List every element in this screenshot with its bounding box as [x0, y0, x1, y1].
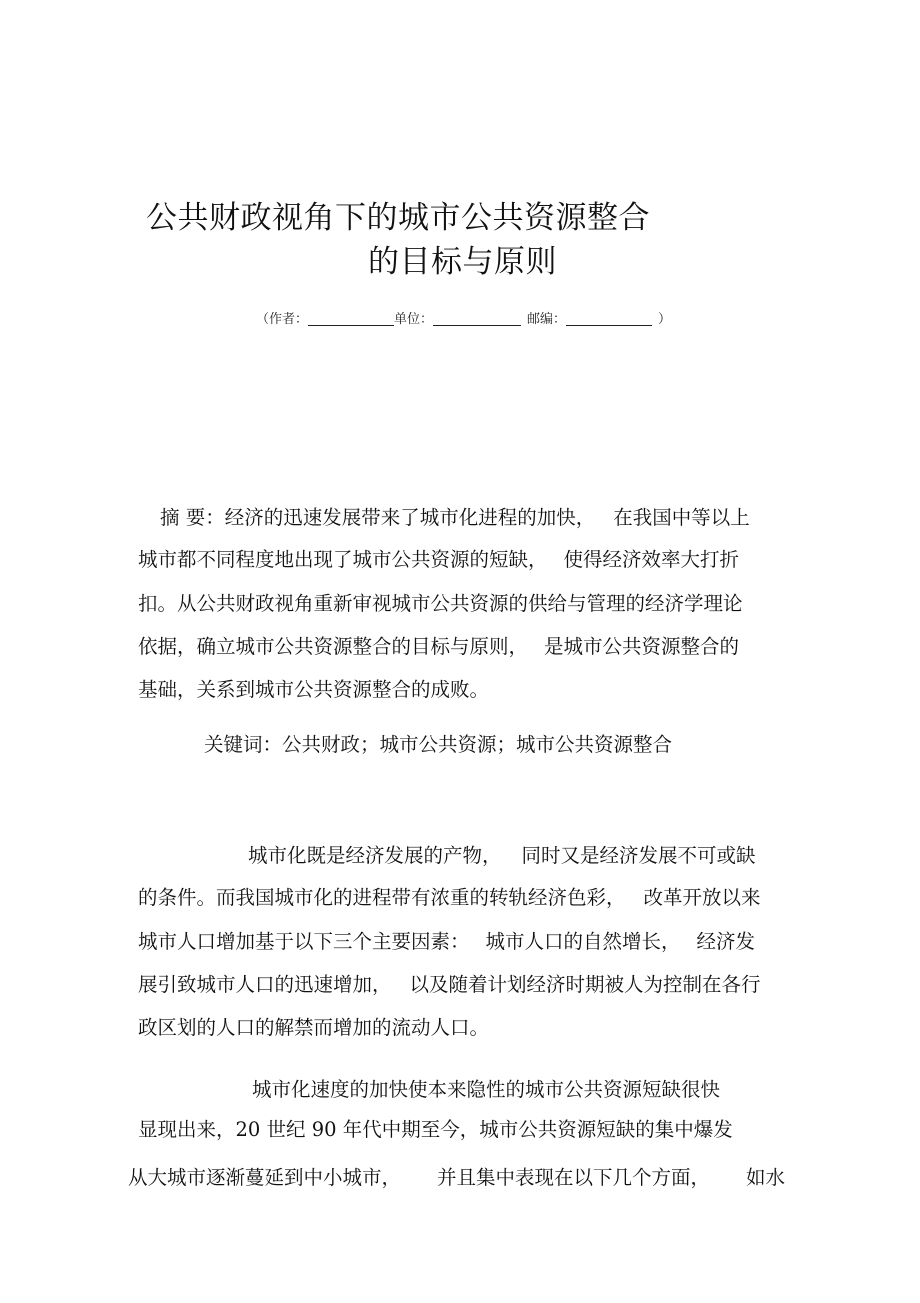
paragraph-text: 从大城市逐渐蔓延到中小城市，	[128, 1166, 402, 1189]
abstract-line: 扣。从公共财政视角重新审视城市公共资源的供给与管理的经济学理论	[138, 592, 743, 615]
abstract-text: 在我国中等以上	[613, 506, 750, 529]
paragraph-text: 改革开放以来	[643, 886, 761, 909]
paragraph-line: 政区划的人口的解禁而增加的流动人口。	[138, 1016, 490, 1039]
paragraph-line	[138, 932, 755, 952]
paragraph-text: 城市人口的自然增长，	[485, 930, 681, 953]
keywords: 关键词：公共财政；城市公共资源；城市公共资源整合	[204, 733, 673, 756]
paragraph-line: 城市化速度的加快使本来隐性的城市公共资源短缺很快	[252, 1078, 721, 1101]
byline-close: ）	[658, 312, 672, 327]
abstract-text: 依据，确立城市公共资源整合的目标与原则，	[138, 635, 529, 658]
abstract-text: 是城市公共资源整合的	[544, 635, 740, 658]
abstract-line	[160, 508, 750, 528]
author-blank	[308, 312, 394, 326]
abstract-line: 基础，关系到城市公共资源整合的成败。	[138, 678, 490, 701]
paragraph-text: 如水	[746, 1166, 786, 1189]
abstract-text: 城市都不同程度地出现了城市公共资源的短缺，	[138, 548, 548, 571]
paragraph-text: 经济发	[696, 930, 756, 953]
author-byline	[256, 312, 671, 326]
paragraph-line	[248, 846, 756, 866]
paragraph-text: 城市人口增加基于以下三个主要因素：	[138, 930, 470, 953]
paragraph-line	[128, 1168, 785, 1188]
paragraph-text: 同时又是经济发展不可或缺	[521, 844, 756, 867]
byline-unit-label: 单位：	[394, 312, 434, 327]
byline-postcode-label: 邮编：	[527, 312, 567, 327]
paragraph-text: 以及随着计划经济时期被人为控制在各行	[409, 973, 761, 996]
paragraph-text: 的条件。而我国城市化的进程带有浓重的转轨经济色彩，	[138, 886, 626, 909]
document-title-line2: 的目标与原则	[368, 244, 557, 280]
abstract-text: 使得经济效率大打折	[563, 548, 740, 571]
unit-blank	[433, 312, 521, 326]
document-title-line1: 公共财政视角下的城市公共资源整合	[146, 200, 650, 236]
paragraph-text: 展引致城市人口的迅速增加，	[138, 973, 392, 996]
abstract-text: 摘 要：经济的迅速发展带来了城市化进程的加快，	[160, 506, 596, 529]
postcode-blank	[566, 312, 652, 326]
paragraph-text: 并且集中表现在以下几个方面，	[437, 1166, 711, 1189]
paragraph-line: 显现出来，20 世纪 90 年代中期至今，城市公共资源短缺的集中爆发	[138, 1118, 733, 1141]
paragraph-line	[138, 888, 761, 908]
paragraph-line	[138, 975, 761, 995]
paragraph-text: 城市化既是经济发展的产物，	[248, 844, 502, 867]
abstract-line	[138, 637, 739, 657]
byline-author-label: （作者：	[256, 312, 309, 327]
abstract-line	[138, 550, 739, 570]
